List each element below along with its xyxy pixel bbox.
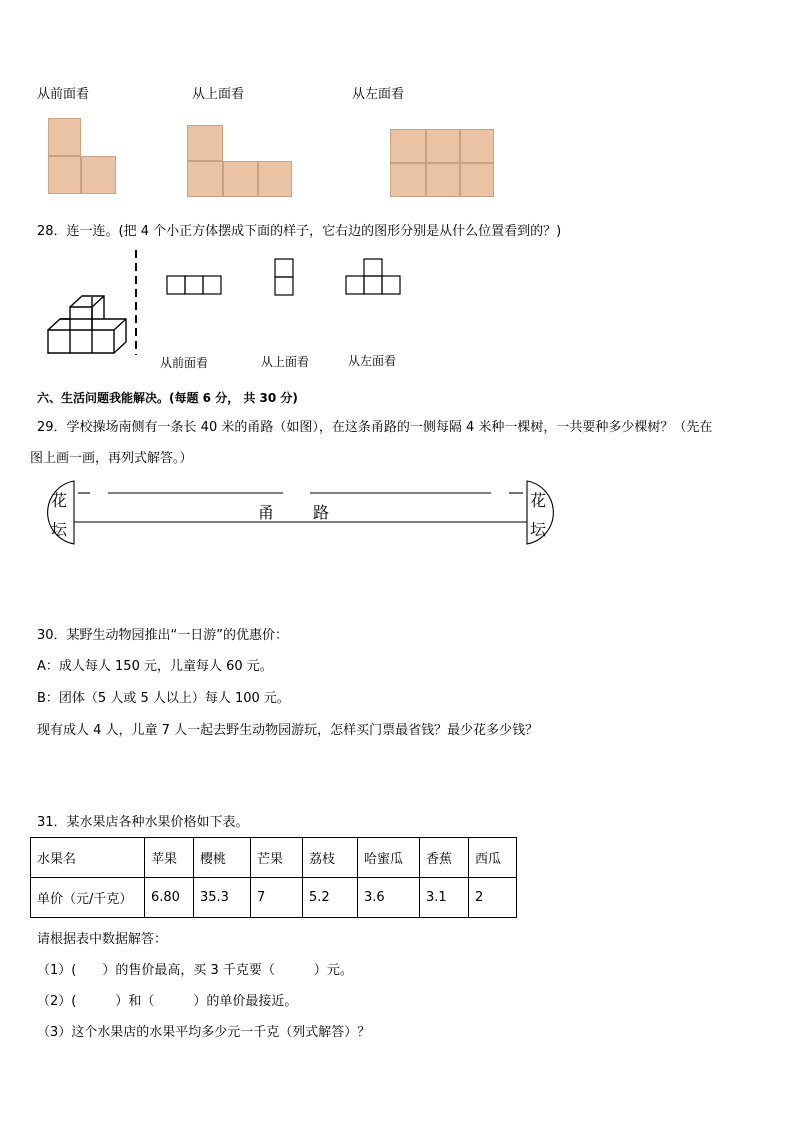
q31-sub2: （2）( ）和（ ）的单价最接近。	[37, 994, 298, 1009]
q31-intro: 请根据表中数据解答：	[37, 932, 168, 947]
q29-line2: 图上画一画，再列式解答。）	[30, 451, 193, 466]
q28-text: 28．连一连。(把 4 个小正方体摆成下面的样子，它右边的图形分别是从什么位置看到的？)	[37, 224, 562, 239]
view-label-top: 从上面看	[192, 87, 245, 102]
table-cell: 樱桃	[194, 838, 251, 878]
square	[390, 129, 426, 163]
table-cell: 苹果	[145, 838, 194, 878]
path-label-1: 甬	[258, 503, 275, 522]
table-cell: 5.2	[303, 878, 358, 918]
q30-option-b: B：团体（5 人或 5 人以上）每人 100 元。	[37, 691, 290, 706]
square	[390, 163, 426, 197]
q30-option-a: A：成人每人 150 元，儿童每人 60 元。	[37, 659, 273, 674]
table-cell: 哈蜜瓜	[358, 838, 420, 878]
square	[187, 125, 223, 161]
q31-sub3: （3）这个水果店的水果平均多少元一千克（列式解答）？	[37, 1025, 371, 1040]
table-cell: 荔枝	[303, 838, 358, 878]
table-cell: 单价（元/千克）	[31, 878, 145, 918]
path-label-2: 路	[313, 503, 330, 522]
square	[258, 161, 292, 197]
q28-label-front: 从前面看	[160, 356, 209, 370]
path-diagram	[40, 478, 565, 548]
square	[426, 163, 460, 197]
q30-question: 现有成人 4 人，儿童 7 人一起去野生动物园游玩，怎样买门票最省钱？最少花多少钱？	[37, 723, 539, 738]
view-label-front: 从前面看	[37, 87, 90, 102]
table-cell: 芒果	[251, 838, 303, 878]
square	[81, 156, 116, 194]
square	[426, 129, 460, 163]
q28-label-top: 从上面看	[261, 355, 310, 369]
q29-line1: 29．学校操场南侧有一条长 40 米的甬路（如图），在这条甬路的一侧每隔 4 米种一棵树，一共要种多少棵树？（先在	[37, 420, 713, 435]
table-row	[31, 838, 517, 878]
q30-title: 30．某野生动物园推出“一日游”的优惠价：	[37, 628, 289, 643]
flower-bed-left-char-1: 花	[51, 491, 68, 510]
table-cell: 7	[251, 878, 303, 918]
square	[48, 118, 81, 156]
square	[223, 161, 258, 197]
square	[460, 163, 494, 197]
view-label-left: 从左面看	[352, 87, 405, 102]
table-cell: 2	[469, 878, 517, 918]
table-cell: 35.3	[194, 878, 251, 918]
view-c-figure	[346, 259, 400, 294]
section-6-title: 六、生活问题我能解决。(每题 6 分， 共 30 分)	[37, 391, 298, 405]
table-cell: 6.80	[145, 878, 194, 918]
view-a-figure	[167, 276, 221, 294]
flower-bed-right-char-1: 花	[530, 491, 547, 510]
q31-title: 31．某水果店各种水果价格如下表。	[37, 815, 249, 830]
fruit-price-table	[30, 837, 517, 918]
table-cell: 水果名	[31, 838, 145, 878]
q28-label-left: 从左面看	[348, 354, 397, 368]
view-b-figure	[275, 259, 293, 295]
flower-bed-left-char-2: 坛	[51, 520, 68, 539]
square	[187, 161, 223, 197]
table-cell: 3.6	[358, 878, 420, 918]
table-cell: 香蕉	[420, 838, 469, 878]
cube-stack-figure	[48, 296, 126, 353]
q31-sub1: （1）( ）的售价最高，买 3 千克要（ ）元。	[37, 963, 353, 978]
table-cell: 3.1	[420, 878, 469, 918]
flower-bed-right-char-2: 坛	[530, 520, 547, 539]
table-cell: 西瓜	[469, 838, 517, 878]
square	[48, 156, 81, 194]
square	[460, 129, 494, 163]
table-row	[31, 878, 517, 918]
